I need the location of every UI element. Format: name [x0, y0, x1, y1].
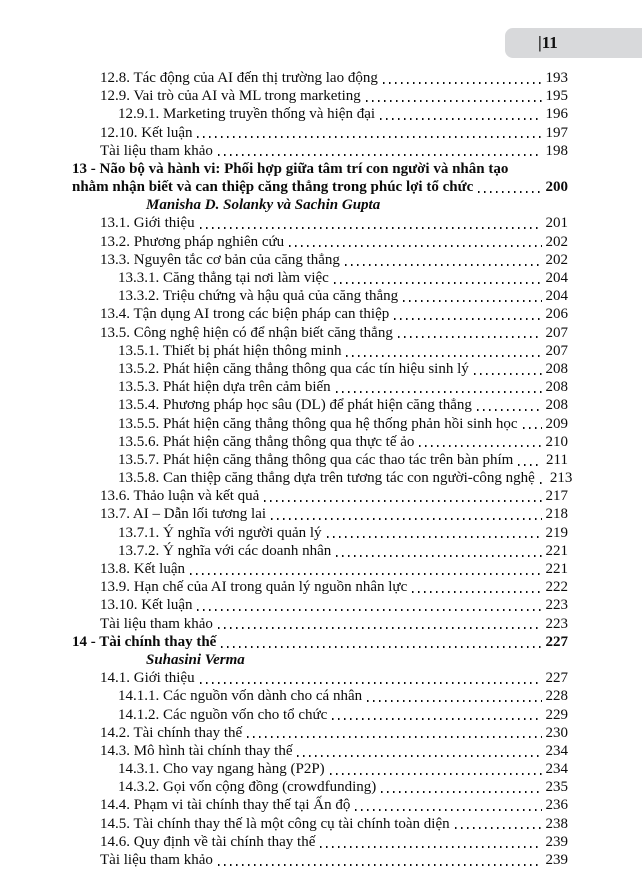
toc-entry	[100, 487, 568, 505]
entry-page-number: 239	[545, 833, 568, 850]
entry-title: 13.8. Kết luận	[100, 561, 185, 578]
entry-title: 14.1.2. Các nguồn vốn cho tổ chức	[118, 706, 328, 723]
entry-title: 13.5. Công nghệ hiện có để nhận biết căng thẳng	[100, 324, 393, 341]
dot-leader	[478, 191, 541, 193]
entry-title: 13.7.2. Ý nghĩa với các doanh nhân	[118, 542, 332, 559]
toc-entry	[118, 287, 568, 305]
entry-page-number: 202	[545, 251, 568, 268]
entry-page-number: 235	[545, 779, 568, 796]
entry-title: 13 - Não bộ và hành vi: Phối hợp giữa tâm trí con người và nhân tạo	[72, 160, 509, 177]
entry-page-number: 227	[545, 670, 568, 687]
dot-leader	[271, 518, 541, 520]
entry-page-number: 213	[549, 470, 573, 487]
toc-entry	[118, 778, 568, 796]
entry-page-number: 229	[545, 706, 568, 723]
entry-title: 13.2. Phương pháp nghiên cứu	[100, 233, 285, 250]
toc-entry	[100, 615, 568, 633]
dot-leader	[336, 555, 541, 557]
dot-leader	[398, 336, 542, 338]
dot-leader	[381, 791, 541, 793]
dot-leader	[540, 482, 546, 484]
toc-entry	[100, 251, 568, 269]
toc-entry	[100, 87, 568, 105]
toc-entry	[118, 542, 568, 560]
toc-list	[72, 69, 573, 869]
toc-entry	[100, 233, 568, 251]
dot-leader	[197, 609, 541, 611]
dot-leader	[330, 773, 542, 775]
dot-leader	[200, 227, 542, 229]
entry-title: Manisha D. Solanky và Sachin Gupta	[146, 197, 381, 214]
entry-title: 13.10. Kết luận	[100, 597, 193, 614]
toc-entry	[72, 160, 568, 178]
toc-entry	[100, 596, 568, 614]
entry-title: 14.1. Giới thiệu	[100, 670, 195, 687]
entry-page-number: 208	[545, 360, 568, 377]
dot-leader	[327, 536, 542, 538]
toc-entry	[100, 69, 568, 87]
entry-page-number: 228	[545, 688, 568, 705]
toc-entry	[118, 433, 568, 451]
dot-leader	[320, 846, 541, 848]
entry-title: Tài liệu tham khảo	[100, 142, 213, 159]
toc-entry	[100, 851, 568, 869]
toc-entry	[118, 396, 568, 414]
toc-entry	[118, 342, 568, 360]
entry-title: 14.3.2. Gọi vốn cộng đồng (crowdfunding)	[118, 779, 377, 796]
toc-entry	[100, 506, 568, 524]
entry-title: nhằm nhận biết và can thiệp căng thẳng trong phúc lợi tổ chức	[72, 179, 474, 196]
entry-page-number: 217	[545, 488, 568, 505]
toc-entry	[100, 833, 568, 851]
entry-page-number: 210	[545, 433, 568, 450]
dot-leader	[380, 118, 541, 120]
entry-page-number: 207	[545, 324, 568, 341]
dot-leader	[200, 682, 542, 684]
entry-title: 13.5.7. Phát hiện căng thẳng thông qua các thao tác trên bàn phím	[118, 451, 514, 468]
entry-page-number: 208	[545, 397, 568, 414]
entry-title: 13.3. Nguyên tắc cơ bản của căng thẳng	[100, 251, 340, 268]
toc-entry	[72, 178, 568, 196]
entry-page-number: 208	[545, 379, 568, 396]
dot-leader	[289, 245, 541, 247]
entry-title: 14.5. Tài chính thay thế là một công cụ tài chính toàn diện	[100, 815, 450, 832]
toc-entry	[118, 105, 568, 123]
entry-title: Tài liệu tham khảo	[100, 852, 213, 869]
dot-leader	[419, 445, 541, 447]
dot-leader	[336, 391, 542, 393]
entry-title: 14.4. Phạm vi tài chính thay thế tại Ấn độ	[100, 797, 351, 814]
entry-page-number: 234	[545, 761, 568, 778]
entry-title: 13.3.2. Triệu chứng và hậu quả của căng thẳng	[118, 288, 399, 305]
entry-title: 13.5.2. Phát hiện căng thẳng thông qua các tín hiệu sinh lý	[118, 360, 469, 377]
toc-entry	[100, 124, 568, 142]
dot-leader	[523, 427, 542, 429]
dot-leader	[403, 300, 541, 302]
entry-title: 13.9. Hạn chế của AI trong quản lý nguồn nhân lực	[100, 579, 408, 596]
dot-leader	[221, 646, 541, 648]
entry-title: 13.4. Tận dụng AI trong các biện pháp can thiệp	[100, 306, 390, 323]
toc-entry	[118, 469, 573, 487]
dot-leader	[218, 864, 542, 866]
entry-page-number: 198	[545, 142, 568, 159]
entry-page-number: 200	[545, 179, 568, 196]
entry-page-number: 221	[545, 542, 568, 559]
entry-page-number: 227	[545, 633, 568, 650]
dot-leader	[355, 809, 541, 811]
toc-entry	[100, 724, 568, 742]
toc-entry	[100, 815, 568, 833]
entry-title: 13.5.1. Thiết bị phát hiện thông minh	[118, 342, 342, 359]
entry-title: 12.10. Kết luận	[100, 124, 193, 141]
dot-leader	[383, 82, 542, 84]
entry-page-number: 218	[545, 506, 568, 523]
toc-entry	[100, 578, 568, 596]
toc-entry	[100, 142, 568, 160]
entry-page-number: 201	[545, 215, 568, 232]
entry-title: 14.2. Tài chính thay thế	[100, 724, 243, 741]
toc-entry	[100, 669, 568, 687]
entry-title: 13.5.4. Phương pháp học sâu (DL) để phát hiện căng thẳng	[118, 397, 472, 414]
entry-page-number: 223	[545, 597, 568, 614]
dot-leader	[412, 591, 541, 593]
entry-title: 13.6. Thảo luận và kết quả	[100, 488, 260, 505]
entry-page-number: 195	[545, 88, 568, 105]
entry-page-number: 209	[545, 415, 568, 432]
dot-leader	[455, 827, 542, 829]
entry-page-number: 219	[545, 524, 568, 541]
toc-entry	[118, 415, 568, 433]
toc-entry	[118, 378, 568, 396]
toc-entry	[100, 742, 568, 760]
toc-entry	[100, 797, 568, 815]
toc-entry	[146, 196, 568, 214]
toc-entry	[118, 360, 568, 378]
entry-page-number: 206	[545, 306, 568, 323]
entry-title: 13.5.6. Phát hiện căng thẳng thông qua thực tế ảo	[118, 433, 415, 450]
toc-entry	[100, 324, 568, 342]
entry-title: 14.3. Mô hình tài chính thay thế	[100, 742, 293, 759]
entry-page-number: 239	[545, 852, 568, 869]
entry-title: 14.1.1. Các nguồn vốn dành cho cá nhân	[118, 688, 363, 705]
entry-title: 13.7. AI – Dẫn lối tương lai	[100, 506, 267, 523]
toc-entry	[118, 524, 568, 542]
entry-page-number: 230	[545, 724, 568, 741]
dot-leader	[190, 573, 542, 575]
dot-leader	[346, 355, 541, 357]
entry-title: 13.5.5. Phát hiện căng thẳng thông qua hệ thống phản hồi sinh học	[118, 415, 518, 432]
dot-leader	[264, 500, 541, 502]
entry-page-number: 193	[545, 69, 568, 86]
entry-title: 14.6. Quy định về tài chính thay thế	[100, 833, 316, 850]
dot-leader	[345, 264, 542, 266]
entry-title: Tài liệu tham khảo	[100, 615, 213, 632]
toc-entry	[146, 651, 568, 669]
entry-page-number: 234	[545, 742, 568, 759]
entry-title: 12.8. Tác động của AI đến thị trường lao động	[100, 69, 378, 86]
entry-title: 14 - Tài chính thay thế	[72, 633, 217, 650]
entry-title: 13.1. Giới thiệu	[100, 215, 195, 232]
dot-leader	[477, 409, 542, 411]
toc-entry	[100, 305, 568, 323]
entry-page-number: 207	[545, 342, 568, 359]
entry-title: 13.5.3. Phát hiện dựa trên cảm biến	[118, 379, 331, 396]
entry-page-number: 196	[545, 106, 568, 123]
toc-entry	[72, 633, 568, 651]
dot-leader	[334, 282, 542, 284]
entry-title: 13.5.8. Can thiệp căng thẳng dựa trên tương tác con người-công nghệ	[118, 470, 535, 487]
dot-leader	[218, 627, 542, 629]
entry-title: 12.9. Vai trò của AI và ML trong marketing	[100, 88, 361, 105]
dot-leader	[518, 464, 542, 466]
entry-page-number: 238	[545, 815, 568, 832]
dot-leader	[366, 100, 542, 102]
page-header-tab	[505, 28, 642, 58]
dot-leader	[367, 700, 541, 702]
dot-leader	[218, 154, 542, 156]
page-number: |11	[538, 33, 558, 52]
entry-title: 13.3.1. Căng thẳng tại nơi làm việc	[118, 270, 329, 287]
entry-page-number: 211	[546, 451, 568, 468]
entry-title: 12.9.1. Marketing truyền thống và hiện đại	[118, 106, 376, 123]
dot-leader	[197, 136, 541, 138]
dot-leader	[474, 373, 542, 375]
toc-entry	[118, 706, 568, 724]
entry-title: 13.7.1. Ý nghĩa với người quản lý	[118, 524, 322, 541]
entry-page-number: 223	[545, 615, 568, 632]
entry-page-number: 202	[545, 233, 568, 250]
dot-leader	[297, 755, 541, 757]
dot-leader	[332, 718, 541, 720]
entry-page-number: 204	[545, 270, 568, 287]
dot-leader	[394, 318, 541, 320]
toc-entry	[118, 687, 568, 705]
entry-title: Suhasini Verma	[146, 651, 245, 668]
toc-entry	[118, 760, 568, 778]
toc-entry	[100, 560, 568, 578]
toc-entry	[100, 215, 568, 233]
entry-page-number: 204	[545, 288, 568, 305]
toc-entry	[118, 451, 568, 469]
dot-leader	[247, 736, 541, 738]
entry-page-number: 221	[545, 561, 568, 578]
toc-entry	[118, 269, 568, 287]
entry-title: 14.3.1. Cho vay ngang hàng (P2P)	[118, 761, 325, 778]
entry-page-number: 222	[545, 579, 568, 596]
entry-page-number: 236	[545, 797, 568, 814]
entry-page-number: 197	[545, 124, 568, 141]
